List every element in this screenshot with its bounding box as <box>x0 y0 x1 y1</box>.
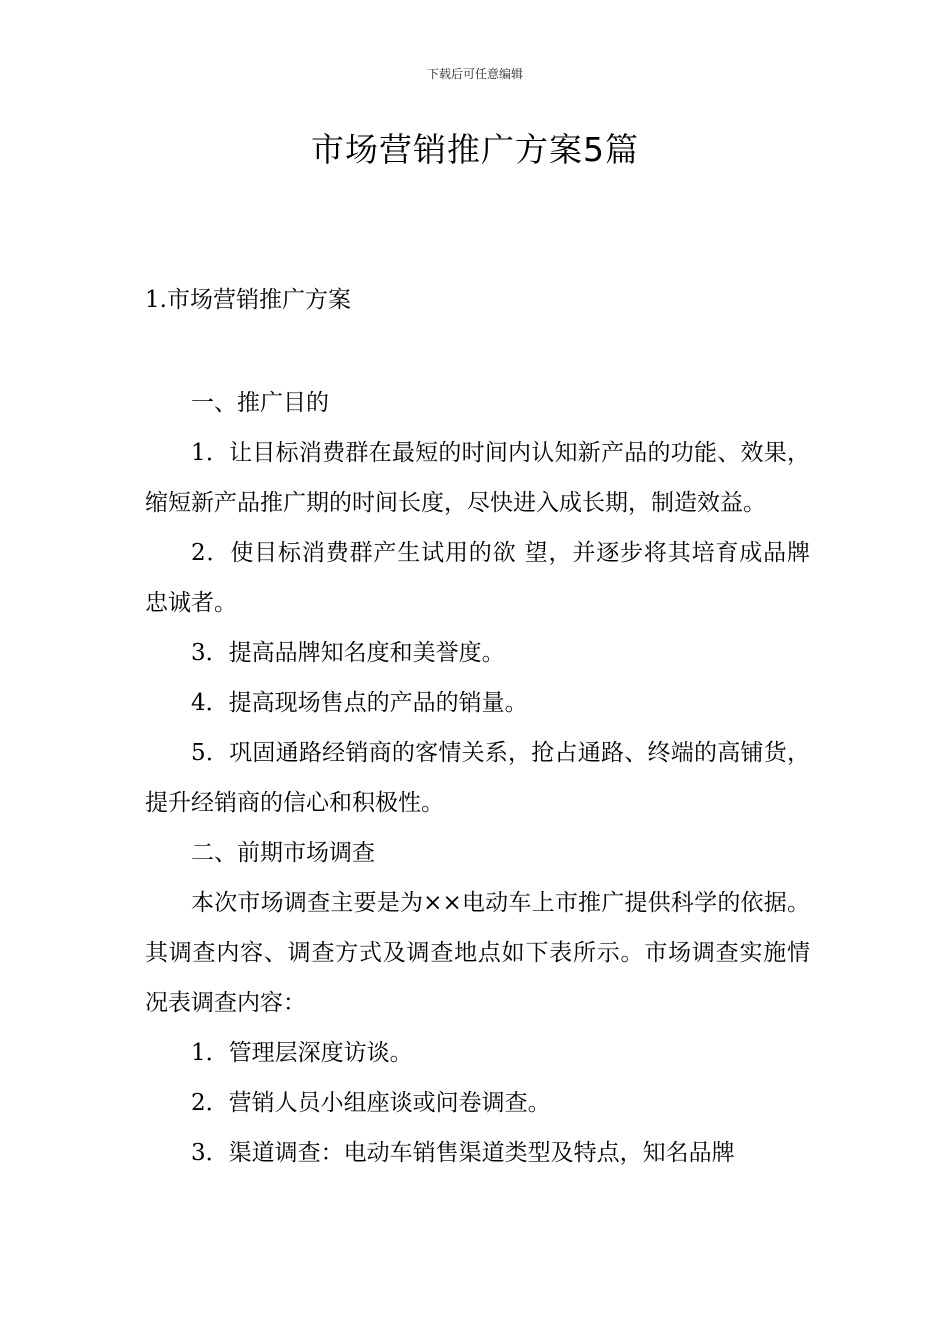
section-title: 1.市场营销推广方案 <box>145 287 351 313</box>
document-title: 市场营销推广方案5篇 <box>311 130 639 169</box>
paragraph-heading-purpose: 一、推广目的 <box>191 390 329 416</box>
paragraph: 3．渠道调查：电动车销售渠道类型及特点，知名品牌 <box>191 1140 735 1166</box>
paragraph: 3．提高品牌知名度和美誉度。 <box>191 640 505 666</box>
paragraph: 2．营销人员小组座谈或问卷调查。 <box>191 1090 551 1116</box>
paragraph: 1．让目标消费群在最短的时间内认知新产品的功能、效果，缩短新产品推广期的时间长度，尽快进入成长期，制造效益。 <box>145 440 810 516</box>
header-note: 下载后可任意编辑 <box>426 67 523 81</box>
paragraph: 4．提高现场售点的产品的销量。 <box>191 690 528 716</box>
paragraph: 1．管理层深度访谈。 <box>191 1040 413 1066</box>
paragraph: 本次市场调查主要是为××电动车上市推广提供科学的依据。其调查内容、调查方式及调查地点如下表所示。市场调查实施情况表调查内容： <box>145 890 810 1016</box>
paragraph: 2．使目标消费群产生试用的欲 望，并逐步将其培育成品牌忠诚者。 <box>145 540 810 616</box>
paragraph: 5．巩固通路经销商的客情关系，抢占通路、终端的高铺货，提升经销商的信心和积极性。 <box>145 740 810 816</box>
document-body <box>145 378 810 1178</box>
paragraph-heading-survey: 二、前期市场调查 <box>191 840 375 866</box>
